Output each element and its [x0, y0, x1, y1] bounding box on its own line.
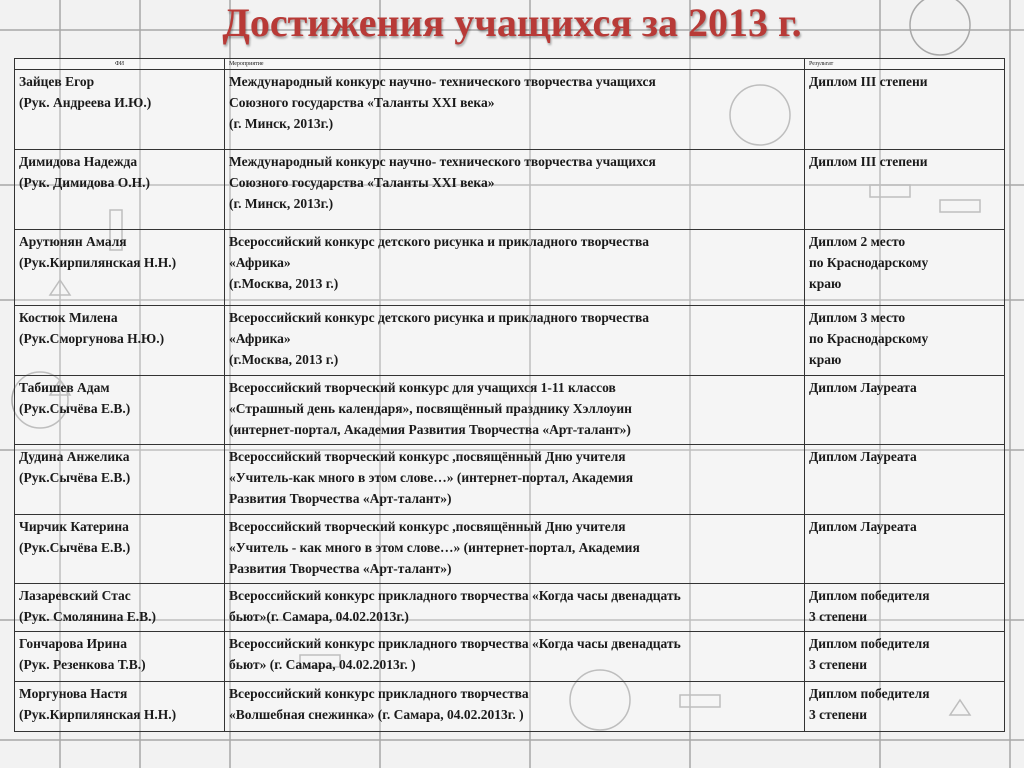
event-line: Союзного государства «Таланты XXI века»	[229, 175, 495, 190]
name-line: Лазаревский Стас	[19, 588, 131, 603]
cell-result	[805, 230, 1005, 306]
name-line: Моргунова Настя	[19, 686, 128, 701]
event-line: (г. Минск, 2013г.)	[229, 196, 334, 211]
result-line: по Краснодарскому	[809, 255, 929, 270]
event-line: Международный конкурс научно- технического творчества учащихся	[229, 154, 656, 169]
achievements-table	[14, 58, 1005, 732]
table-row	[15, 515, 1005, 584]
event-line: «Волшебная снежинка» (г. Самара, 04.02.2013г. )	[229, 707, 524, 722]
name-line: (Рук.Сычёва Е.В.)	[19, 401, 131, 416]
name-line: (Рук. Андреева И.Ю.)	[19, 95, 152, 110]
event-line: (г. Минск, 2013г.)	[229, 116, 334, 131]
cell-name	[15, 515, 225, 584]
cell-name	[15, 584, 225, 632]
event-line: Всероссийский конкурс прикладного творчества	[229, 686, 529, 701]
page-title: Достижения учащихся за 2013 г.	[222, 0, 802, 45]
event-line: Всероссийский конкурс детского рисунка и прикладного творчества	[229, 234, 649, 249]
result-line: 3 степени	[809, 609, 868, 624]
cell-event	[225, 445, 805, 515]
cell-result	[805, 445, 1005, 515]
header-event: Мероприятие	[225, 59, 805, 70]
cell-name	[15, 445, 225, 515]
result-line: краю	[809, 352, 842, 367]
name-line: (Рук.Сморгунова Н.Ю.)	[19, 331, 165, 346]
cell-event	[225, 70, 805, 150]
cell-result	[805, 306, 1005, 376]
table-header-row	[15, 59, 1005, 70]
event-line: «Африка»	[229, 255, 291, 270]
event-line: бьют»(г. Самара, 04.02.2013г.)	[229, 609, 409, 624]
event-line: Международный конкурс научно- технического творчества учащихся	[229, 74, 656, 89]
cell-name	[15, 376, 225, 445]
cell-result	[805, 376, 1005, 445]
name-line: (Рук.Кирпилянская Н.Н.)	[19, 255, 177, 270]
event-line: Всероссийский конкурс прикладного творчества «Когда часы двенадцать	[229, 636, 681, 651]
cell-result	[805, 70, 1005, 150]
table-row	[15, 376, 1005, 445]
table-row	[15, 150, 1005, 230]
name-line: Зайцев Егор	[19, 74, 95, 89]
cell-result	[805, 584, 1005, 632]
table-row	[15, 445, 1005, 515]
event-line: Союзного государства «Таланты XXI века»	[229, 95, 495, 110]
cell-result	[805, 150, 1005, 230]
result-line: Диплом победителя	[809, 686, 930, 701]
event-line: бьют» (г. Самара, 04.02.2013г. )	[229, 657, 416, 672]
cell-event	[225, 515, 805, 584]
header-result: Результат	[805, 59, 1005, 70]
table-row	[15, 230, 1005, 306]
cell-event	[225, 376, 805, 445]
name-line: Арутюнян Амаля	[19, 234, 127, 249]
event-line: Всероссийский творческий конкурс ,посвящённый Дню учителя	[229, 449, 626, 464]
cell-name	[15, 150, 225, 230]
result-line: Диплом победителя	[809, 636, 930, 651]
cell-name	[15, 70, 225, 150]
name-line: (Рук. Резенкова Т.В.)	[19, 657, 146, 672]
event-line: Всероссийский творческий конкурс для учащихся 1-11 классов	[229, 380, 616, 395]
result-line: Диплом III степени	[809, 74, 928, 89]
result-line: краю	[809, 276, 842, 291]
name-line: (Рук.Кирпилянская Н.Н.)	[19, 707, 177, 722]
table-row	[15, 70, 1005, 150]
result-line: по Краснодарскому	[809, 331, 929, 346]
result-line: Диплом III степени	[809, 154, 928, 169]
cell-event	[225, 632, 805, 682]
event-line: Всероссийский конкурс прикладного творчества «Когда часы двенадцать	[229, 588, 681, 603]
cell-event	[225, 682, 805, 732]
cell-name	[15, 230, 225, 306]
event-line: Всероссийский творческий конкурс ,посвящённый Дню учителя	[229, 519, 626, 534]
event-line: Всероссийский конкурс детского рисунка и прикладного творчества	[229, 310, 649, 325]
name-line: Костюк Милена	[19, 310, 118, 325]
cell-result	[805, 632, 1005, 682]
cell-event	[225, 150, 805, 230]
cell-result	[805, 515, 1005, 584]
result-line: Диплом Лауреата	[809, 519, 917, 534]
event-line: Развития Творчества «Арт-талант»)	[229, 561, 452, 576]
name-line: (Рук.Сычёва Е.В.)	[19, 540, 131, 555]
table-row	[15, 584, 1005, 632]
name-line: Табишев Адам	[19, 380, 110, 395]
name-line: Димидова Надежда	[19, 154, 138, 169]
name-line: (Рук. Димидова О.Н.)	[19, 175, 150, 190]
name-line: (Рук. Смолянина Е.В.)	[19, 609, 156, 624]
name-line: Гончарова Ирина	[19, 636, 127, 651]
event-line: «Учитель-как много в этом слове…» (интернет-портал, Академия	[229, 470, 634, 485]
cell-name	[15, 632, 225, 682]
result-line: Диплом Лауреата	[809, 380, 917, 395]
table-row	[15, 682, 1005, 732]
result-line: 3 степени	[809, 707, 868, 722]
result-line: Диплом победителя	[809, 588, 930, 603]
event-line: «Страшный день календаря», посвящённый празднику Хэллоуин	[229, 401, 632, 416]
event-line: (интернет-портал, Академия Развития Творчества «Арт-талант»)	[229, 422, 631, 437]
cell-event	[225, 584, 805, 632]
cell-result	[805, 682, 1005, 732]
table-row	[15, 306, 1005, 376]
result-line: Диплом 2 место	[809, 234, 906, 249]
table-row	[15, 632, 1005, 682]
header-name: ФИ	[15, 59, 225, 70]
name-line: (Рук.Сычёва Е.В.)	[19, 470, 131, 485]
cell-event	[225, 230, 805, 306]
name-line: Чирчик Катерина	[19, 519, 129, 534]
event-line: Развития Творчества «Арт-талант»)	[229, 491, 452, 506]
event-line: «Учитель - как много в этом слове…» (интернет-портал, Академия	[229, 540, 640, 555]
result-line: Диплом Лауреата	[809, 449, 917, 464]
event-line: (г.Москва, 2013 г.)	[229, 352, 339, 367]
cell-name	[15, 306, 225, 376]
result-line: 3 степени	[809, 657, 868, 672]
event-line: «Африка»	[229, 331, 291, 346]
event-line: (г.Москва, 2013 г.)	[229, 276, 339, 291]
result-line: Диплом 3 место	[809, 310, 906, 325]
cell-event	[225, 306, 805, 376]
cell-name	[15, 682, 225, 732]
name-line: Дудина Анжелика	[19, 449, 130, 464]
